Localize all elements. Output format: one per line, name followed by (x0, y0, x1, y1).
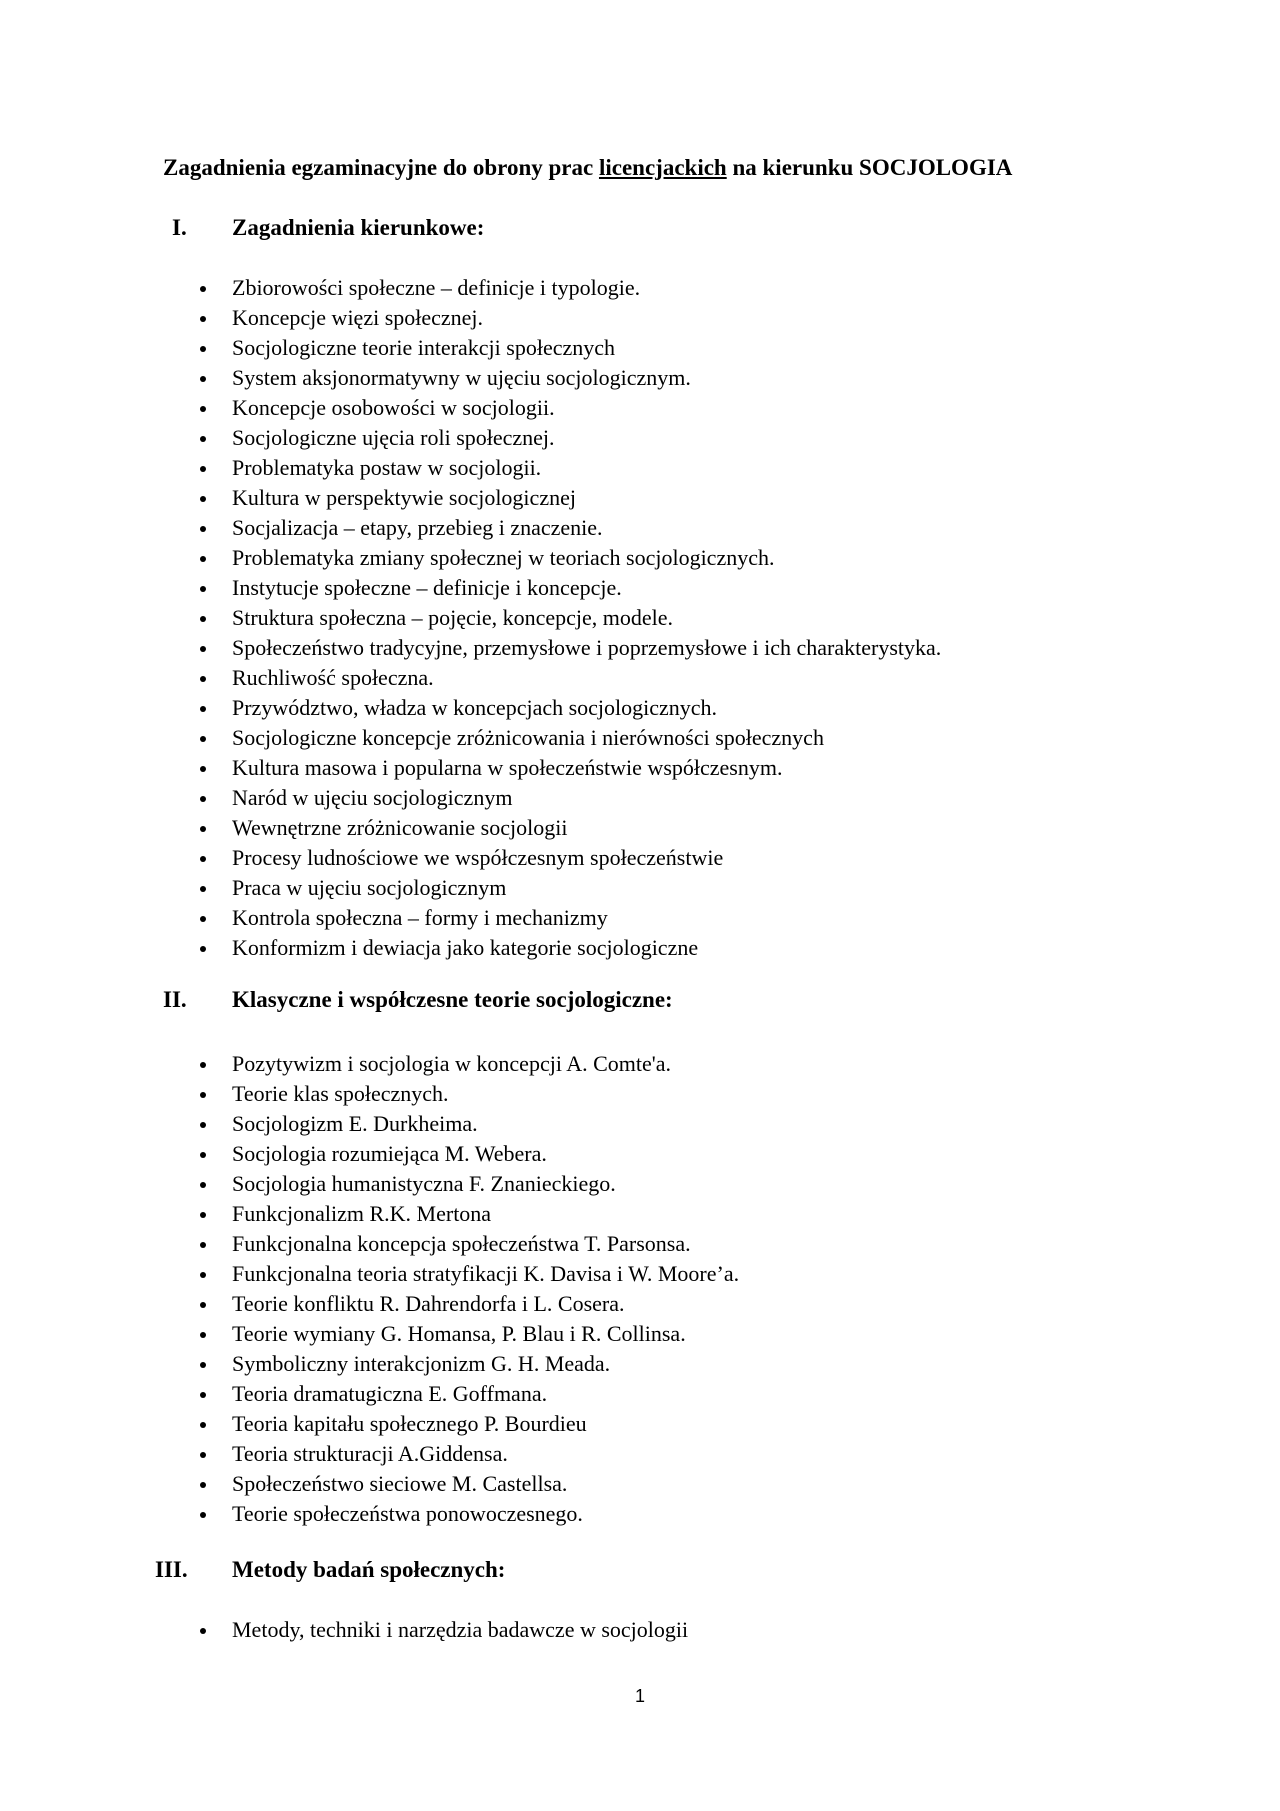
list-item: Teoria dramatugiczna E. Goffmana. (196, 1379, 739, 1409)
list-item: Praca w ujęciu socjologicznym (196, 873, 941, 903)
document-title (163, 153, 1012, 183)
section-3-list (196, 1615, 688, 1645)
list-item: Socjologiczne koncepcje zróżnicowania i nierówności społecznych (196, 723, 941, 753)
list-item: Symboliczny interakcjonizm G. H. Meada. (196, 1349, 739, 1379)
list-item: Teorie konfliktu R. Dahrendorfa i L. Cosera. (196, 1289, 739, 1319)
list-item: Procesy ludnościowe we współczesnym społeczeństwie (196, 843, 941, 873)
list-item: Pozytywizm i socjologia w koncepcji A. Comte'a. (196, 1049, 739, 1079)
list-item: Teorie wymiany G. Homansa, P. Blau i R. Collinsa. (196, 1319, 739, 1349)
list-item: Socjologia rozumiejąca M. Webera. (196, 1139, 739, 1169)
list-item: Teoria kapitału społecznego P. Bourdieu (196, 1409, 739, 1439)
list-item: Socjologizm E. Durkheima. (196, 1109, 739, 1139)
list-item: Teorie klas społecznych. (196, 1079, 739, 1109)
list-item: Metody, techniki i narzędzia badawcze w socjologii (196, 1615, 688, 1645)
list-item: Koncepcje więzi społecznej. (196, 303, 941, 333)
list-item: Socjalizacja – etapy, przebieg i znaczenie. (196, 513, 941, 543)
list-item: Naród w ujęciu socjologicznym (196, 783, 941, 813)
list-item: Kontrola społeczna – formy i mechanizmy (196, 903, 941, 933)
list-item: Funkcjonalizm R.K. Mertona (196, 1199, 739, 1229)
section-1-number: I. (172, 215, 187, 240)
list-item: Socjologiczne teorie interakcji społecznych (196, 333, 941, 363)
list-item: Teorie społeczeństwa ponowoczesnego. (196, 1499, 739, 1529)
list-item: Socjologia humanistyczna F. Znanieckiego. (196, 1169, 739, 1199)
list-item: Zbiorowości społeczne – definicje i typologie. (196, 273, 941, 303)
list-item: Struktura społeczna – pojęcie, koncepcje, modele. (196, 603, 941, 633)
section-3-title: Metody badań społecznych: (232, 1557, 506, 1582)
title-underlined-word: licencjackich (598, 155, 727, 180)
list-item: Społeczeństwo tradycyjne, przemysłowe i poprzemysłowe i ich charakterystyka. (196, 633, 941, 663)
list-item: Problematyka postaw w socjologii. (196, 453, 941, 483)
list-item: Instytucje społeczne – definicje i koncepcje. (196, 573, 941, 603)
list-item: Przywództwo, władza w koncepcjach socjologicznych. (196, 693, 941, 723)
list-item: Społeczeństwo sieciowe M. Castellsa. (196, 1469, 739, 1499)
list-item: Konformizm i dewiacja jako kategorie socjologiczne (196, 933, 941, 963)
list-item: Kultura masowa i popularna w społeczeństwie współczesnym. (196, 753, 941, 783)
list-item: Ruchliwość społeczna. (196, 663, 941, 693)
section-2-list (196, 1049, 739, 1529)
list-item: Problematyka zmiany społecznej w teoriach socjologicznych. (196, 543, 941, 573)
list-item: System aksjonormatywny w ujęciu socjologicznym. (196, 363, 941, 393)
section-3-number: III. (155, 1557, 188, 1582)
section-2-number: II. (163, 987, 187, 1012)
title-part-2: na kierunku SOCJOLOGIA (726, 155, 1013, 180)
section-2-title: Klasyczne i współczesne teorie socjologiczne: (232, 987, 673, 1012)
list-item: Teoria strukturacji A.Giddensa. (196, 1439, 739, 1469)
section-1-title: Zagadnienia kierunkowe: (232, 215, 485, 240)
page-number: 1 (634, 1686, 645, 1706)
list-item: Koncepcje osobowości w socjologii. (196, 393, 941, 423)
list-item: Wewnętrzne zróżnicowanie socjologii (196, 813, 941, 843)
list-item: Socjologiczne ujęcia roli społecznej. (196, 423, 941, 453)
list-item: Funkcjonalna koncepcja społeczeństwa T. Parsonsa. (196, 1229, 739, 1259)
list-item: Funkcjonalna teoria stratyfikacji K. Davisa i W. Moore’a. (196, 1259, 739, 1289)
list-item: Kultura w perspektywie socjologicznej (196, 483, 941, 513)
section-1-list (196, 273, 941, 963)
title-part-1: Zagadnienia egzaminacyjne do obrony prac (163, 155, 599, 180)
